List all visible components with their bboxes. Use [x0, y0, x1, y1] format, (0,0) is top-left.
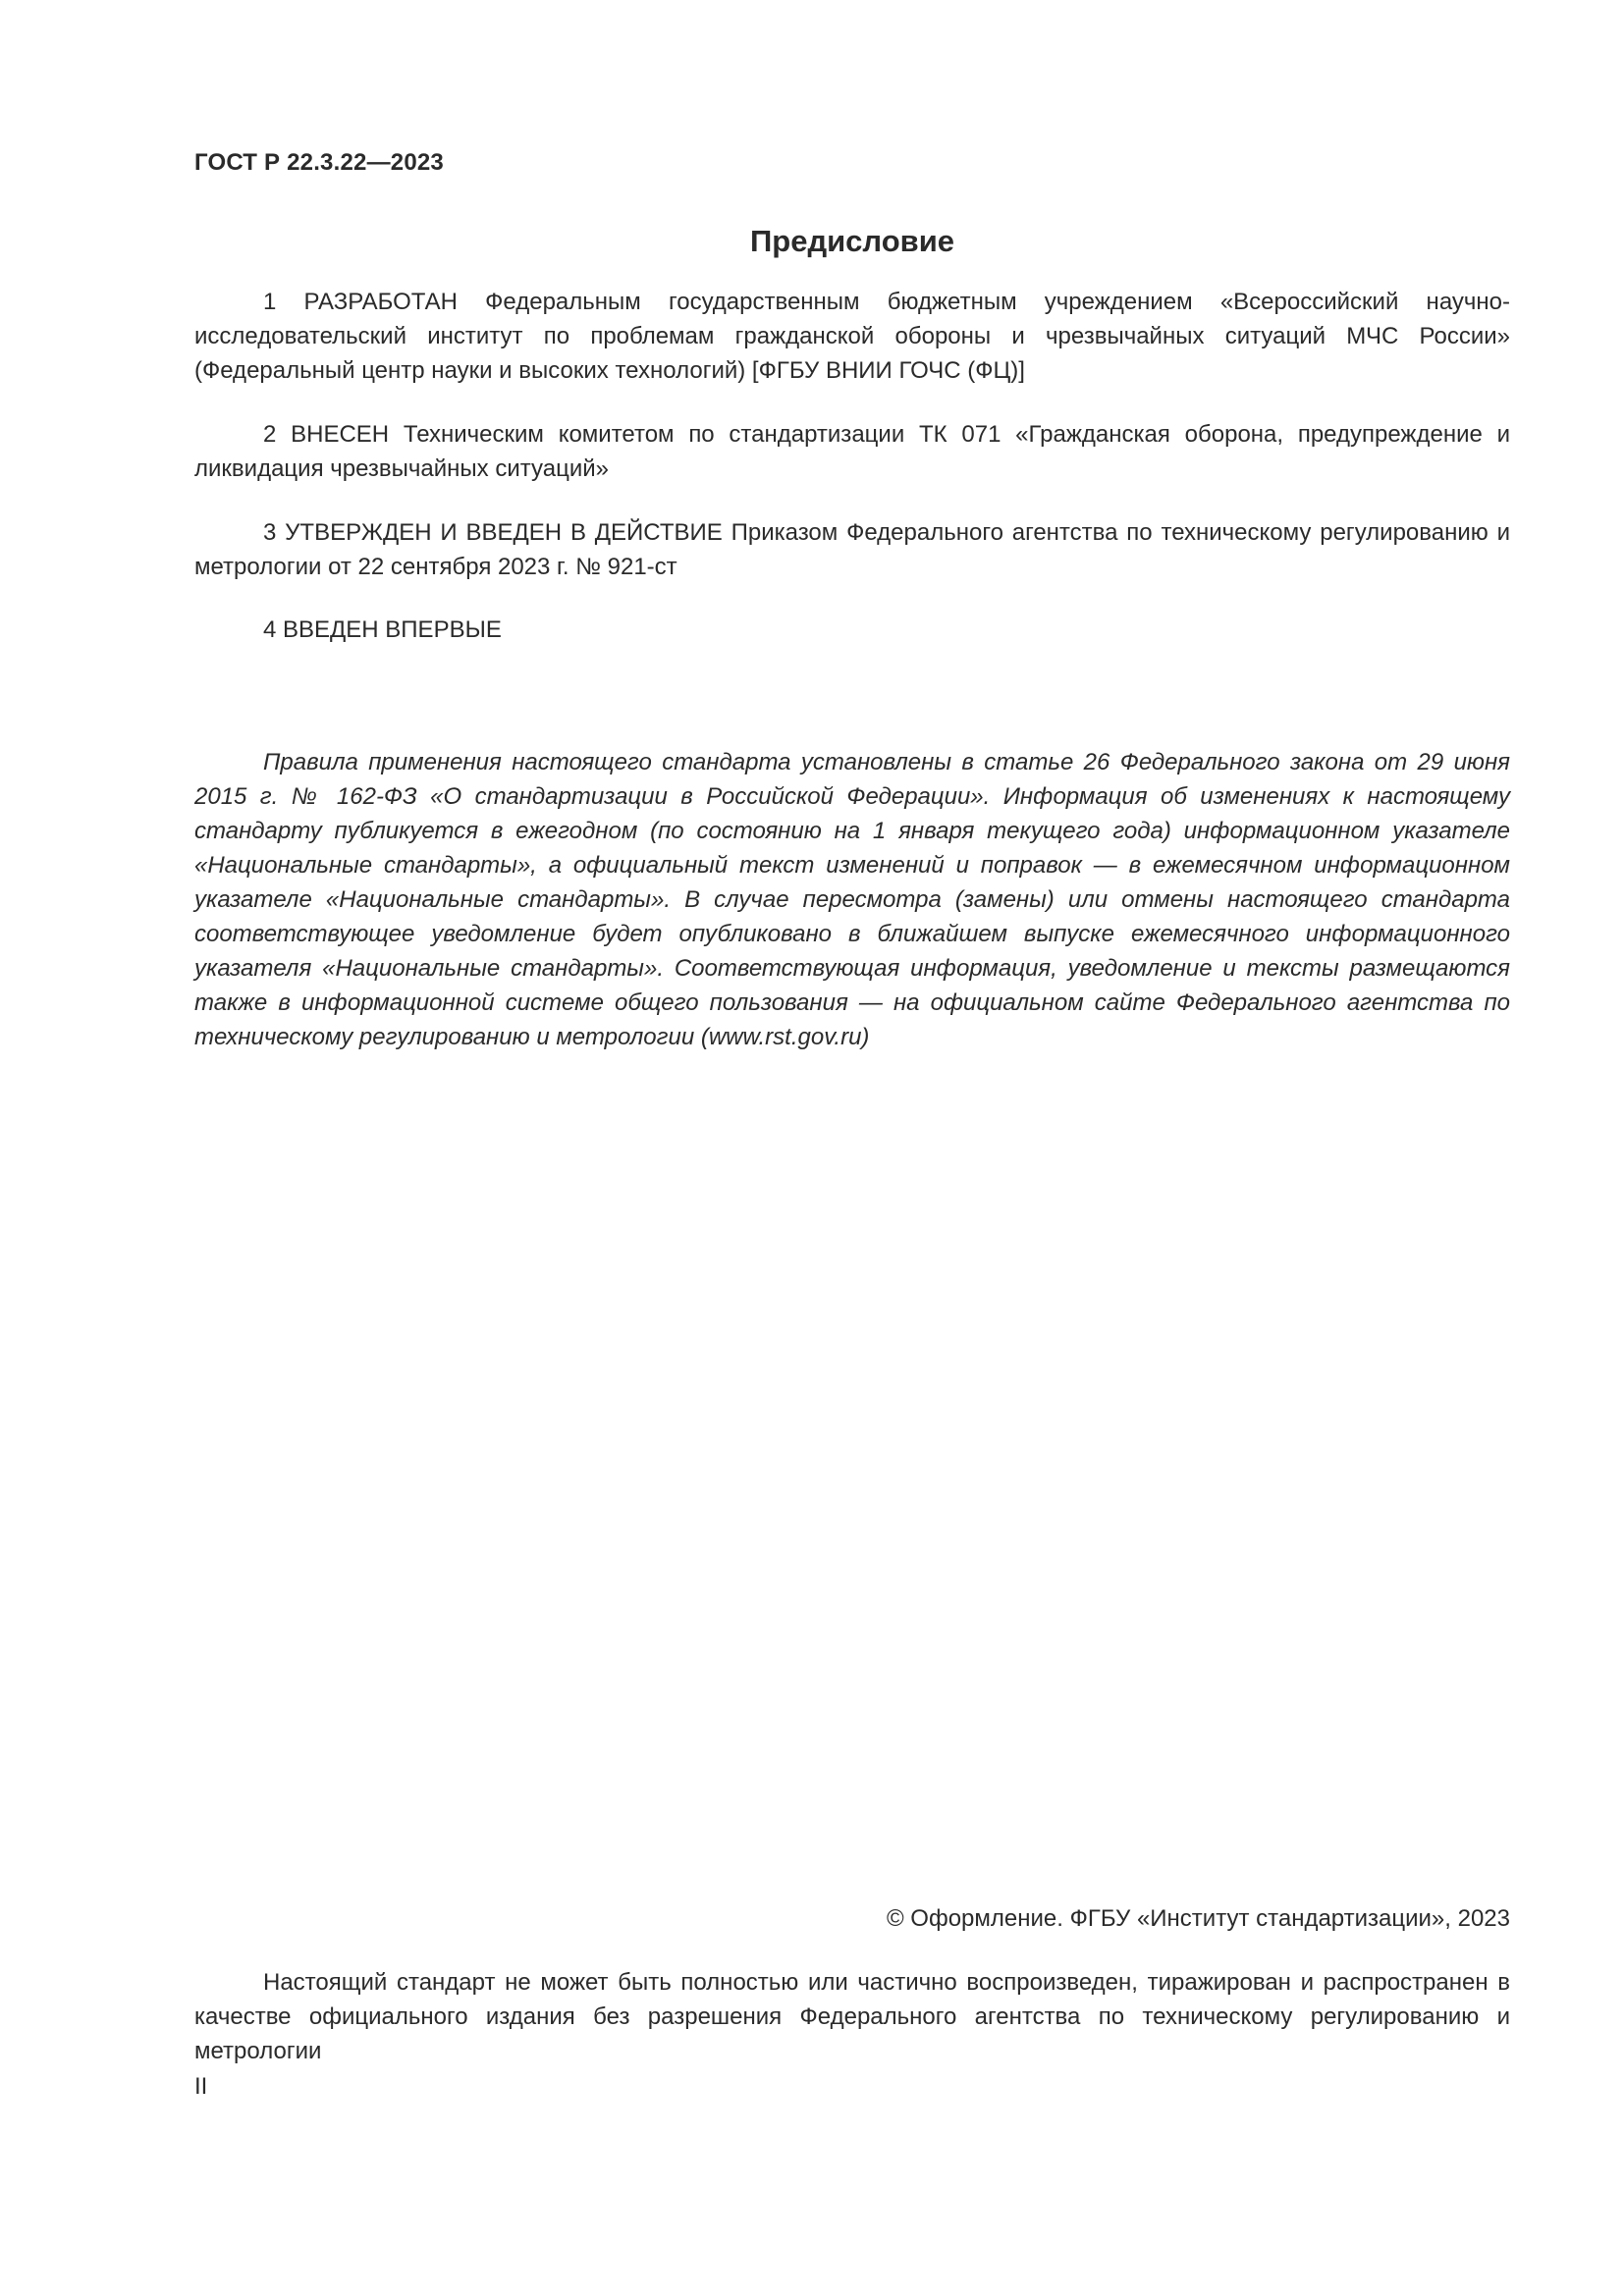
foreword-item-4-text: 4 ВВЕДЕН ВПЕРВЫЕ — [263, 616, 502, 643]
foreword-item-4 — [194, 613, 1510, 647]
application-rules — [194, 745, 1510, 1054]
page-number: II — [194, 2073, 208, 2100]
foreword-item-2-text: 2 ВНЕСЕН Техническим комитетом по стандартизации ТК 071 «Гражданская оборона, предупреждение и ликвидация чрезвычайных ситуаций» — [194, 421, 1510, 482]
foreword-item-2 — [194, 417, 1510, 486]
application-rules-text: Правила применения настоящего стандарта установлены в статье 26 Федерального закона от 29 июня 2015 г. № 162-ФЗ «О стандартизации в Российской Федерации». Информация об изменениях к настоящему стандарту публикуется в ежегодном (по состоянию на 1 января текущего года) информационном указателе «Национальные стандарты», а официальный текст изменений и поправок — в ежемесячном информационном указателе «Национальные стандарты». В случае пересмотра (замены) или отмены настоящего стандарта соответствующее уведомление будет опубликовано в ближайшем выпуске ежемесячного информационного указателя «Национальные стандарты». Соответствующая информация, уведомление и тексты размещаются также в информационной системе общего пользования — на официальном сайте Федерального агентства по техническому регулированию и метрологии (www.rst.gov.ru) — [194, 749, 1510, 1050]
foreword-item-1-text: 1 РАЗРАБОТАН Федеральным государственным бюджетным учреждением «Всероссийский научно-исследовательский институт по проблемам гражданской обороны и чрезвычайных ситуаций МЧС России» (Федеральный центр науки и высоких технологий) [ФГБУ ВНИИ ГОЧС (ФЦ)] — [194, 289, 1510, 384]
foreword-title: Предисловие — [749, 224, 954, 258]
copyright-notice: © Оформление. ФГБУ «Институт стандартизации», 2023 — [886, 1905, 1510, 1932]
reproduction-notice — [194, 1965, 1510, 2068]
foreword-item-3-text: 3 УТВЕРЖДЕН И ВВЕДЕН В ДЕЙСТВИЕ Приказом Федерального агентства по техническому регулированию и метрологии от 22 сентября 2023 г. № 921-ст — [194, 519, 1510, 580]
foreword-item-3 — [194, 515, 1510, 584]
foreword-item-1 — [194, 285, 1510, 388]
document-code: ГОСТ Р 22.3.22—2023 — [194, 149, 444, 176]
reproduction-notice-text: Настоящий стандарт не может быть полностью или частично воспроизведен, тиражирован и распространен в качестве официального издания без разрешения Федерального агентства по техническому регулированию и метрологии — [194, 1969, 1510, 2064]
